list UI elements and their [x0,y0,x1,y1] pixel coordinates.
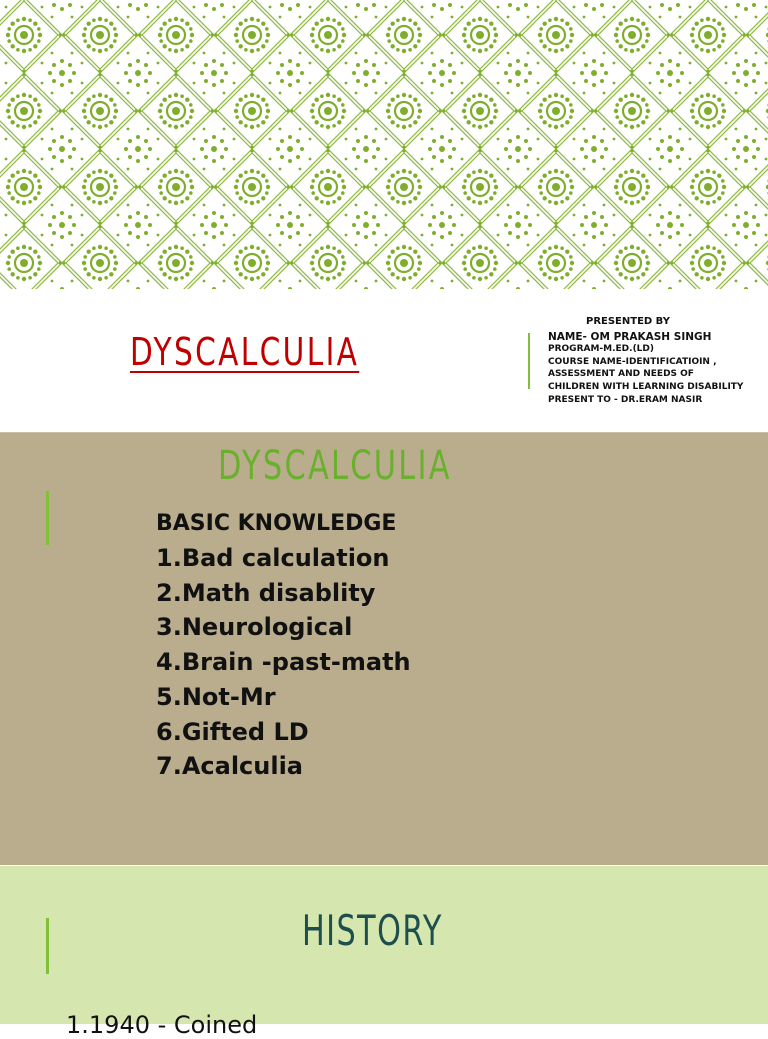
accent-divider [46,491,49,545]
presenter-name: NAME- OM PRAKASH SINGH [548,330,712,343]
history-slide [0,866,768,1039]
title-slide [0,0,768,432]
list-item: 2.Math disablity [156,578,376,607]
slide-title: HISTORY [302,906,443,955]
knowledge-list [156,507,411,784]
course-name: COURSE NAME-IDENTIFICATIOIN , ASSESSMENT AND NEEDS OF CHILDREN WITH LEARNING DISABILITY [548,356,744,392]
presentation-title: DYSCALCULIA [130,330,360,374]
program-name: PROGRAM-M.ED.(LD) [548,344,654,355]
slide-title: DYSCALCULIA [218,443,452,489]
history-item: 1.1940 - Coined [66,1011,258,1039]
accent-divider [46,918,49,974]
list-heading: BASIC KNOWLEDGE [156,511,397,536]
basic-knowledge-slide [0,432,768,865]
list-item: 4.Brain -past-math [156,648,411,677]
accent-divider [528,333,530,389]
list-item: 5.Not-Mr [156,682,276,711]
list-item: 6.Gifted LD [156,717,309,746]
present-to: PRESENT TO - DR.ERAM NASIR [548,394,703,405]
list-item: 7.Acalculia [156,752,303,781]
decorative-pattern-banner [0,0,768,289]
list-item: 1.Bad calculation [156,544,390,572]
presented-by-heading: PRESENTED BY [585,316,670,327]
list-item: 3.Neurological [156,613,353,642]
presenter-info [548,316,748,406]
